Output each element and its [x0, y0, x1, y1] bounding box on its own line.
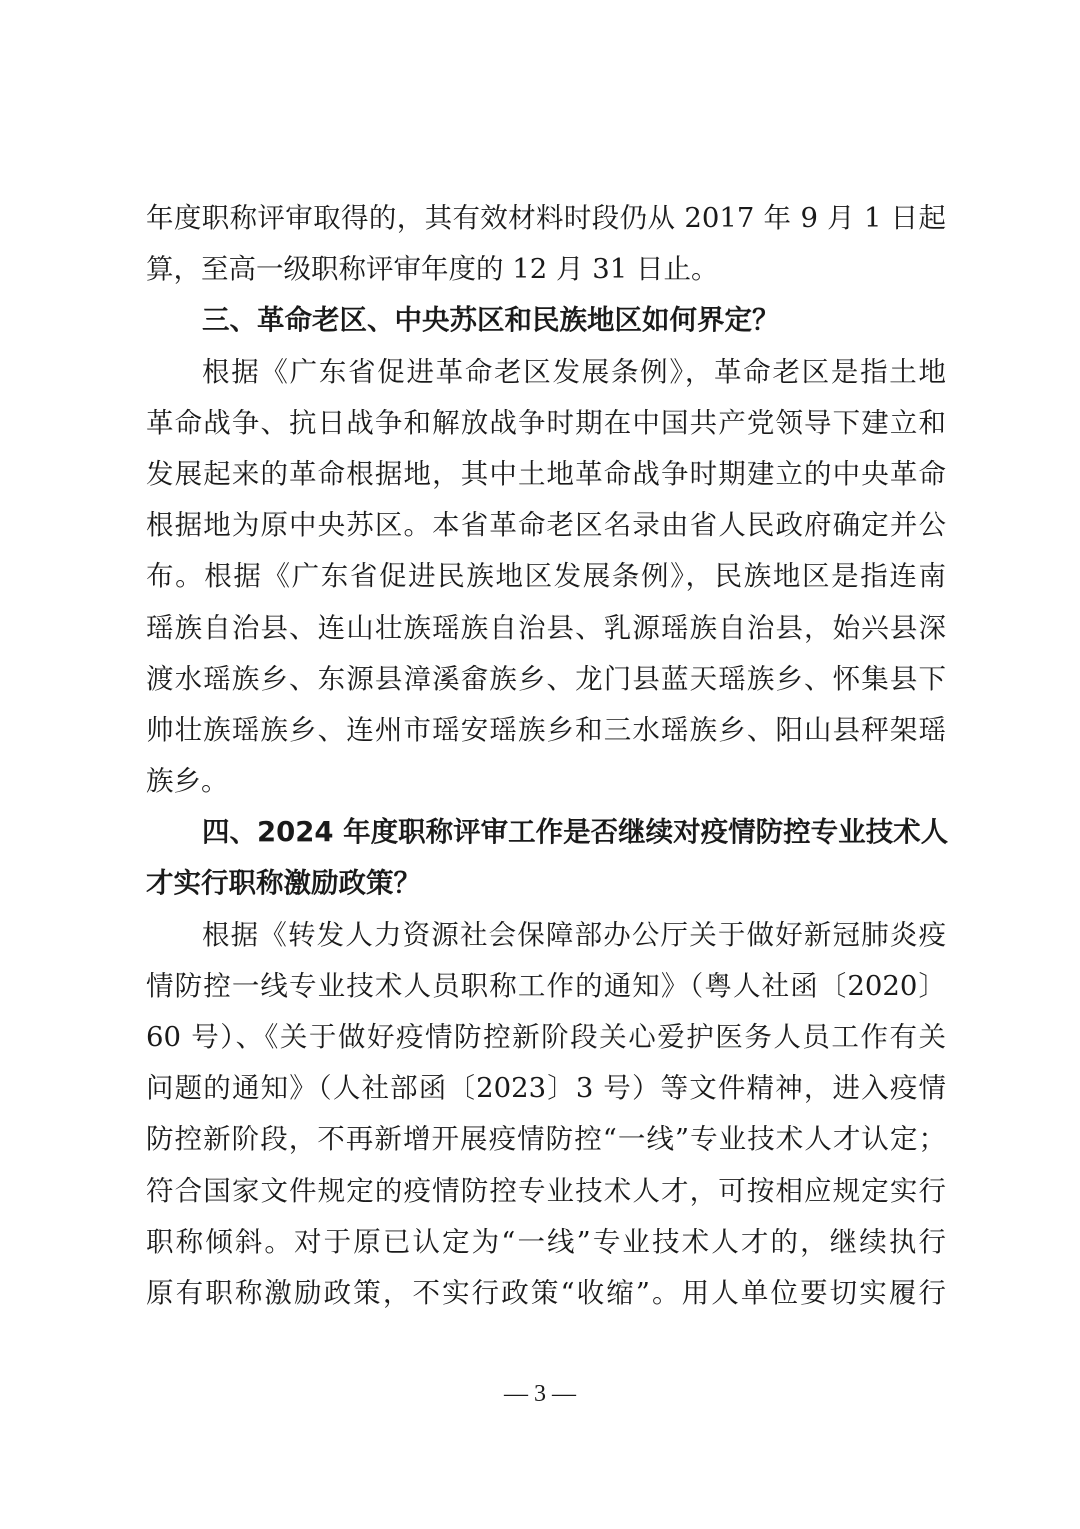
text-line: 情防控一线专业技术人员职称工作的通知》（粤人社函〔2020〕	[146, 969, 946, 1002]
text-line: 年度职称评审取得的，其有效材料时段仍从 2017 年 9 月 1 日起	[146, 202, 946, 234]
section-heading-3: 三、革命老区、中央苏区和民族地区如何界定？	[202, 304, 780, 337]
text-line: 根据《转发人力资源社会保障部办公厅关于做好新冠肺炎疫	[202, 918, 946, 951]
section-heading-4-cont: 才实行职称激励政策？	[146, 867, 421, 900]
text-line: 渡水瑶族乡、东源县漳溪畲族乡、龙门县蓝天瑶族乡、怀集县下	[146, 662, 946, 695]
text-line: 60 号）、《关于做好疫情防控新阶段关心爱护医务人员工作有关	[146, 1021, 946, 1053]
text-line: 算，至高一级职称评审年度的 12 月 31 日止。	[146, 253, 719, 286]
text-line: 革命战争、抗日战争和解放战争时期在中国共产党领导下建立和	[146, 406, 946, 439]
text-line: 族乡。	[146, 765, 229, 798]
text-line: 根据《广东省促进革命老区发展条例》，革命老区是指土地	[202, 355, 946, 388]
text-line: 防控新阶段，不再新增开展疫情防控“一线”专业技术人才认定；	[146, 1123, 946, 1156]
page-number: — 3 —	[504, 1381, 576, 1407]
section-heading-4: 四、2024 年度职称评审工作是否继续对疫情防控专业技术人	[202, 816, 949, 849]
text-line: 问题的通知》（人社部函〔2023〕3 号）等文件精神，进入疫情	[146, 1072, 946, 1105]
text-line: 布。根据《广东省促进民族地区发展条例》，民族地区是指连南	[146, 560, 946, 593]
text-line: 发展起来的革命根据地，其中土地革命战争时期建立的中央革命	[146, 457, 946, 490]
text-line: 根据地为原中央苏区。本省革命老区名录由省人民政府确定并公	[146, 509, 946, 542]
document-body	[146, 193, 949, 1319]
text-line: 帅壮族瑶族乡、连州市瑶安瑶族乡和三水瑶族乡、阳山县秤架瑶	[146, 713, 946, 746]
text-line: 瑶族自治县、连山壮族瑶族自治县、乳源瑶族自治县，始兴县深	[146, 611, 946, 644]
text-line: 职称倾斜。对于原已认定为“一线”专业技术人才的，继续执行	[146, 1225, 946, 1258]
text-line: 符合国家文件规定的疫情防控专业技术人才，可按相应规定实行	[146, 1174, 946, 1207]
text-line: 原有职称激励政策，不实行政策“收缩”。用人单位要切实履行	[146, 1276, 946, 1309]
